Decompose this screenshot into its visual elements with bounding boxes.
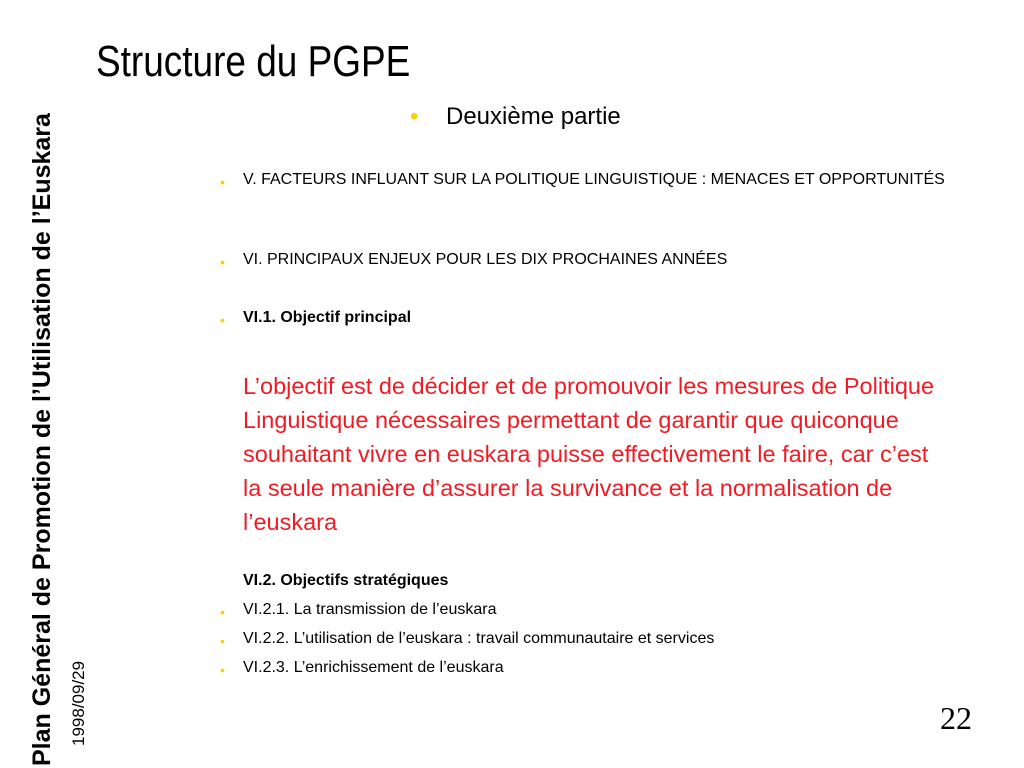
item-vi1: VI.1. Objectif principal: [243, 309, 412, 326]
item-vi23: VI.2.3. L’enrichissement de l’euskara: [243, 659, 504, 676]
subtitle-text: Deuxième partie: [446, 103, 621, 130]
bullet-vi: •: [220, 254, 225, 270]
item-vi21: VI.2.1. La transmission de l’euskara: [243, 601, 497, 618]
item-vi22: VI.2.2. L’utilisation de l’euskara : travail communautaire et services: [243, 630, 715, 647]
page-number: 22: [940, 700, 972, 736]
objective-text: L’objectif est de décider et de promouvoir les mesures de Politique Linguistique nécessaires permettant de garantir que quiconque souhaitant vivre en euskara puisse effectivement le faire, car c’est la seule manière d’assurer la survivance et la normalisation de l’euskara: [243, 373, 935, 535]
subtitle: [410, 103, 621, 131]
sidebar-title: Plan Général de Promotion de l’Utilisation de l’Euskara: [28, 113, 56, 766]
item-v: V. FACTEURS INFLUANT SUR LA POLITIQUE LINGUISTIQUE : MENACES ET OPPORTUNITÉS: [243, 171, 945, 188]
subtitle-bullet: •: [410, 103, 419, 130]
bullet-vi23: •: [220, 662, 225, 678]
bullet-vi21: •: [220, 604, 225, 620]
slide-title: Structure du PGPE: [96, 37, 411, 86]
bullet-vi1: •: [220, 312, 225, 328]
item-vi2: VI.2. Objectifs stratégiques: [243, 572, 449, 589]
item-vi: VI. PRINCIPAUX ENJEUX POUR LES DIX PROCHAINES ANNÉES: [243, 251, 728, 268]
bullet-v: •: [220, 174, 225, 190]
bullet-vi22: •: [220, 633, 225, 649]
sidebar-date: 1998/09/29: [69, 660, 88, 746]
